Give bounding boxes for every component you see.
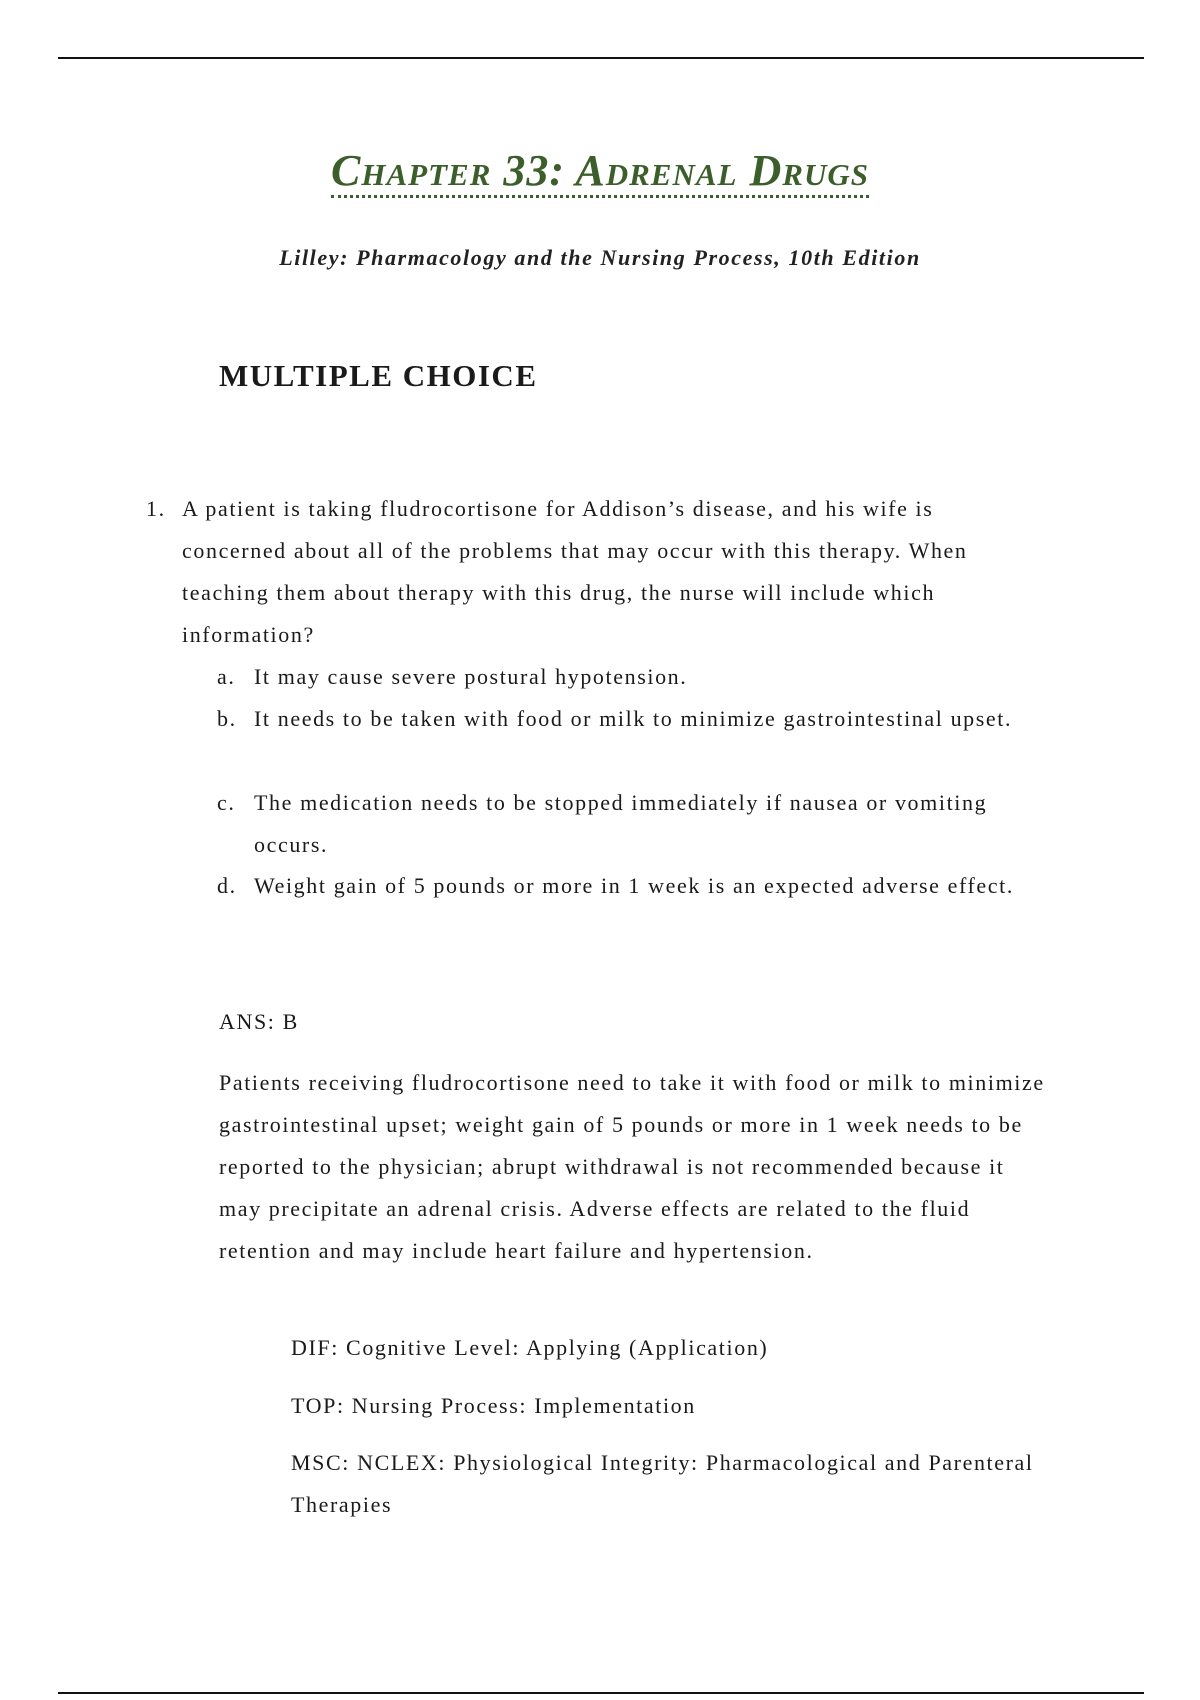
chapter-title-text: Chapter 33: Adrenal Drugs: [331, 146, 869, 198]
answer-rationale: Patients receiving fludrocortisone need to take it with food or milk to minimize gastrointestinal upset; weight gain of 5 pounds or more in 1 week needs to be reported to the physician; abrupt withdrawal is not recommended because it may precipitate an adrenal crisis. Adverse effects are related to the fluid retention and may include heart failure and hypertension.: [219, 1070, 1045, 1263]
topic-tag: TOP: Nursing Process: Implementation: [291, 1393, 696, 1418]
section-heading: MULTIPLE CHOICE: [219, 358, 538, 393]
question-number: 1.: [146, 496, 166, 521]
option-letter: d.: [217, 873, 237, 898]
option-letter: b.: [217, 706, 237, 731]
book-subtitle: Lilley: Pharmacology and the Nursing Process, 10th Edition: [279, 245, 921, 270]
option-text: It needs to be taken with food or milk to minimize gastrointestinal upset.: [254, 706, 1013, 731]
option-text: It may cause severe postural hypotension.: [254, 664, 688, 689]
answer-key: ANS: B: [219, 1009, 299, 1034]
option-letter: c.: [217, 790, 236, 815]
chapter-title: [0, 148, 1200, 194]
question-text: A patient is taking fludrocortisone for Addison’s disease, and his wife is concerned about all of the problems that may occur with this therapy. When teaching them about therapy with this drug, the nurse will include which information?: [182, 496, 968, 647]
option-letter: a.: [217, 664, 236, 689]
nclex-tag: MSC: NCLEX: Physiological Integrity: Pharmacological and Parenteral Therapies: [291, 1450, 1034, 1517]
option-text: The medication needs to be stopped immediately if nausea or vomiting occurs.: [254, 790, 988, 857]
option-text: Weight gain of 5 pounds or more in 1 week is an expected adverse effect.: [254, 873, 1014, 898]
difficulty-tag: DIF: Cognitive Level: Applying (Application): [291, 1335, 769, 1360]
top-rule: [58, 57, 1144, 59]
bottom-rule: [58, 1692, 1144, 1694]
